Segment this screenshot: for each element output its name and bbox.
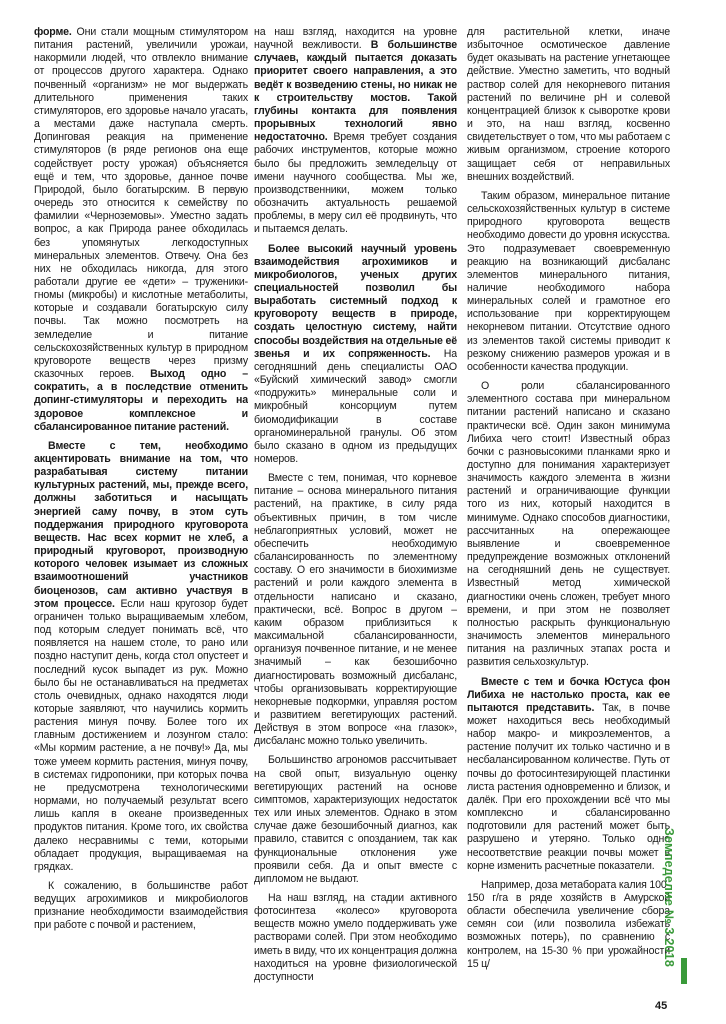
page-number: 45 <box>655 1000 668 1012</box>
paragraph <box>254 892 457 984</box>
bold-text-run: Вместе с тем и бочка Юстуса фон Либиха не настолько проста, как ее пытаются представить. <box>467 675 670 714</box>
bold-text-run: Вместе с тем, необходимо акцентировать внимание на том, что разрабатывая систему питании культурных растений, мы, прежде всего, должны заботиться и насыщать энергией саму почву, в этом суть поддержания природного круговорота веществ. Нас всех кормит не хлеб, а природный круговорот, производную которого человек изымает из сложных взаимоотношений участников биоценозов, сам активно участвуя в этом процессе. <box>34 439 248 610</box>
paragraph <box>467 190 670 374</box>
paragraph <box>467 380 670 669</box>
text-column-2 <box>254 26 457 986</box>
text-run: на наш взгляд, находится на уровне научной вежливости. <box>254 26 457 52</box>
accent-bar <box>681 958 687 984</box>
text-run: На сегодняшний день специалисты ОАО «Буйский химический завод» смогли «подружить» минеральные соли и микробный консорциум путем биомодификации в составе органоминеральной гранулы. Об этом было сказано в одном из предыдущих номеров. <box>254 347 457 465</box>
paragraph <box>254 26 457 237</box>
paragraph <box>254 472 457 748</box>
paragraph <box>467 676 670 873</box>
bold-text-run: В большинстве случаев, каждый пытается доказать приоритет своего направления, а это ведёт к возведению стены, но никак не к строительству мостов. Такой глубины контакта для появления прорывных технологий явно недостаточно. <box>254 39 457 144</box>
text-column-1 <box>34 26 248 986</box>
text-run: Они стали мощным стимулятором питания растений, увеличили урожаи, накормили людей, что отвлекло внимание от процессов другого характера. Однако почвенный «организм» не мог выдержать длительного применения таких стимуляторов, его здоровье начало угасать, а местами даже наступала смерть. Допинговая реакция на применение стимуляторов (в ряде регионов она еще содействует росту урожая) объясняется ещё и тем, что здоровье, данное почве Природой, было богатырским. В первую очередь это относится к семейству по фамилии «Черноземовы». Уместно задать вопрос, а как Природа ранее обходилась без упомянутых легкодоступных минеральных элементов. Отвечу. Она без них не обходилась никогда, для этого работали другие ее «дети» – труженики-гномы (микробы) и кислотные метаболиты, которые и создавали богатырскую силу почвы. Так можно посмотреть на земледелие и питание сельскохозяйственных культур в природном круговороте веществ через призму сказочных героев. <box>34 26 248 381</box>
paragraph <box>254 754 457 886</box>
paragraph <box>467 26 670 184</box>
text-run: О роли сбалансированного элементного состава при минеральном питании растений написано и сказано практически всё. Один закон минимума Либиха чего стоит! Известный образ бочки с разновысокими планками ярко и доступно для понимания характеризует значимость каждого элемента в жизни растений и ограничивающие функции того из них, который находится в минимуме. Однако способов диагностики, рассчитанных на опережающее выявление и своевременное предупреждение возможных отклонений на сегодняшний день не существует. Известный метод химической диагностики очень сложен, требует много времени, и при этом не позволяет полностью раскрыть функциональную значимость элементов минерального питания на различных этапах роста и развития сельхозкультур. <box>467 380 670 669</box>
bold-text-run: Выход одно – сократить, а в последствие отменить допинг-стимуляторы и переходить на здоровое комплексное и сбалансированное питание растений. <box>34 368 248 433</box>
text-run: Большинство агрономов рассчитывает на свой опыт, визуальную оценку вегетирующих растений на основе симптомов, характеризующих недостаток тех или иных элементов. Однако в этом случае даже безошибочный диагноз, как правило, ставится с опозданием, так как функциональные отклонения уже проявили себя. Да и опыт вместе с дипломом не выдают. <box>254 754 457 885</box>
text-run: Так, в почве может находиться весь необходимый набор макро- и микроэлементов, а растение получит их только частично и в несбалансированном количестве. Путь от почвы до фотосинтезирующей пластинки листа растения одновременно и близок, и далёк. При его прохождении всё что мы комплексно и сбалансированно подготовили для растений может быть разрушено и утеряно. Только одно несоответствие реакции почвы может в корне изменить расчетные показатели. <box>467 701 670 872</box>
paragraph <box>254 243 457 467</box>
paragraph <box>34 26 248 434</box>
text-run: Например, доза метабората калия 100-150 г/га в ряде хозяйств в Амурской области обеспечила увеличение сбора семян сои (или позволила избежать возможных потерь), по сравнению с контролем, на 15-30 % при урожайности 15 ц/ <box>467 878 670 970</box>
text-run: Время требует создания рабочих инструментов, которые можно было бы предложить земледельцу от имени научного сообщества. Мы же, производственники, можем только обозначить актуальность решаемой проблемы, в меру сил её продвинуть, что и пытаемся делать. <box>254 131 457 236</box>
text-run: Таким образом, минеральное питание сельскохозяйственных культур в системе природного круговорота веществ необходимо довести до уровня искусства. Это подразумевает своевременную реакцию на возникающий дисбаланс элементов минерального питания, наличие необходимого набора минеральных солей и грамотное его использование при корректирующем некорневом питании. Отсутствие одного из элементов такой системы приводит к резкому снижению размеров урожая и в особенности качества продукции. <box>467 189 670 373</box>
paragraph <box>467 879 670 971</box>
text-run: Вместе с тем, понимая, что корневое питание – основа минерального питания растений, на практике, в силу ряда объективных причин, в том числе неблагоприятных условий, может не обеспечить необходимую сбалансированность по элементному составу. О его значимости в биохимизме растений и роли каждого элемента в отдельности написано и сказано, практически, всё. Вопрос в другом – каким образом приблизиться к максимальной сбалансированности, организуя почвенное питание, и не менее значимый – как безошибочно диагностировать возможный дисбаланс, чтобы организовывать корректирующие некорневые подкормки, управляя ростом и развитием вегетирующих растений. Действуя в этом вопросе «на глазок», дисбаланс можно только увеличить. <box>254 472 457 748</box>
text-column-3 <box>467 26 670 986</box>
bold-text-run: Более высокий научный уровень взаимодействия агрохимиков и микробиологов, ученых других специальностей позволил бы выработать системный подход к круговороту веществ в природе, создать целостную систему, найти способы воздействия на отдельные её звенья и их сопряженность. <box>254 242 457 360</box>
journal-issue-label: Земледелие № 3 2018 <box>662 828 676 967</box>
bold-text-run: форме. <box>34 26 77 38</box>
text-run: для растительной клетки, иначе избыточное осмотическое давление будет оказывать на растение угнетающее действие. Уместно заметить, что водный раствор солей для некорневого питания растений по величине рН и солевой концентрацией близок к сыворотке крови и это, на наш взгляд, косвенно свидетельствует о том, что мы работаем с живым организмом, строение которого защищает себя от неправильных внешних воздействий. <box>467 26 670 183</box>
text-run: К сожалению, в большинстве работ ведущих агрохимиков и микробиологов признание необходимости взаимодействия при работе с почвой и растением, <box>34 880 248 932</box>
paragraph <box>34 880 248 933</box>
text-run: Если наш кругозор будет ограничен только выращиваемым хлебом, под которым следует понимать всё, что появляется на нашем столе, то рано или поздно наступит день, когда стол опустеет и последний кусок выпадет из рук. Можно было бы не останавливаться на предметах столь очевидных, однако находятся люди которые заявляют, что научились кормить растения минуя почву. Более того их главным достижением и лозунгом стало: «Мы кормим растение, а не почву!» Да, мы тоже умеем кормить растения, минуя почву, в системах гидропоники, при которых почва не предусмотрена технологическими нормами, но получаемый результат всего лишь капля в океане произведенных продуктов питания. Кроме того, их свойства далеко несравнимы с теми, которыми обладает продукция, выращиваемая на грядках. <box>34 597 248 873</box>
text-run: На наш взгляд, на стадии активного фотосинтеза «колесо» круговорота веществ можно умело поддерживать уже растворами солей. При этом необходимо иметь в виду, что их концентрация должна находиться на уровне физиологической доступности <box>254 892 457 983</box>
paragraph <box>34 440 248 874</box>
